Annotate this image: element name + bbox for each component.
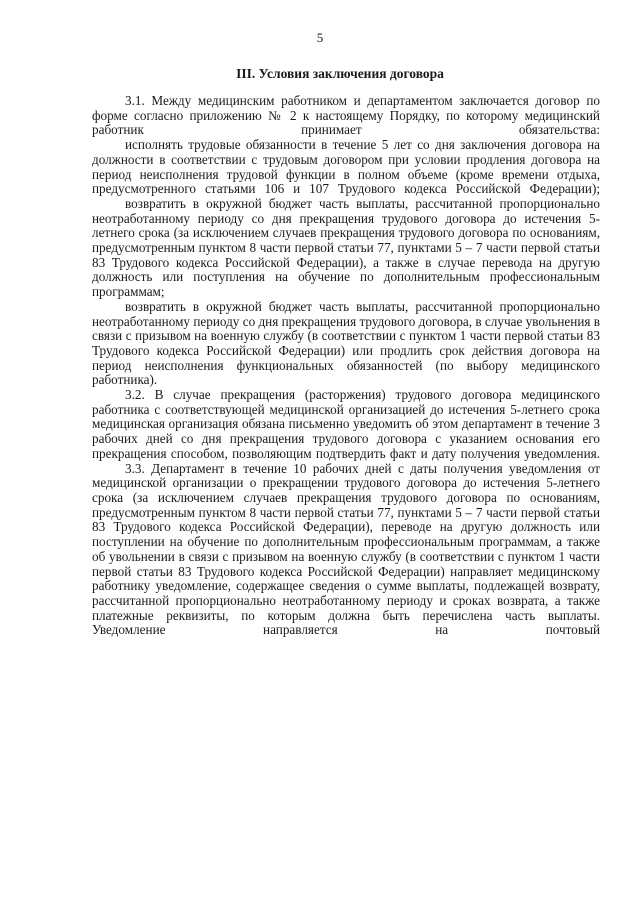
section-title: III. Условия заключения договора xyxy=(236,66,444,81)
paragraph-3-3: 3.3. Департамент в течение 10 рабочих дней с даты получения уведомления от медицинской организации о прекращении трудового договора до истечения 5-летнего срока (за исключением случаев прекращения трудового договора по основаниям, предусмотренным пунктом 8 части первой статьи 77, пунктами 5 – 7 части первой статьи 83 Трудового кодекса Российской Федерации), переводе на другую должность или поступлении на обучение по дополнительным профессиональным программам, а также об увольнении в связи с призывом на военную службу (в соответствии с пунктом 1 части первой статьи 83 Трудового кодекса Российской Федерации) направляет медицинскому работнику уведомление, содержащее сведения о сумме выплаты, подлежащей возврату, рассчитанной пропорционально неотработанному периоду и сроках возврата, а также платежные реквизиты, по которым должна быть перечислена часть выплаты. Уведомление направляется на почтовый xyxy=(92,460,600,638)
document-body xyxy=(92,94,600,638)
paragraph-3-1: 3.1. Между медицинским работником и департаментом заключается договор по форме согласно приложению № 2 к настоящему Порядку, по которому медицинский работник принимает обязательства: xyxy=(92,93,600,138)
page-number: 5 xyxy=(316,30,324,45)
paragraph-3-2: 3.2. В случае прекращения (расторжения) трудового договора медицинского работника с соответствующей медицинской организацией до истечения 5-летнего срока медицинская организация обязана письменно уведомить об этом департамент в течение 3 рабочих дней со дня прекращения трудового договора с указанием основания его прекращения способом, позволяющим подтвердить факт и дату получения уведомления. xyxy=(92,387,600,461)
obligation-work-5-years: исполнять трудовые обязанности в течение 5 лет со дня заключения договора на должности в соответствии с трудовым договором при условии продления договора на период неисполнения трудовой функции в полном объеме (кроме времени отдыха, предусмотренного статьями 106 и 107 Трудового кодекса Российской Федерации); xyxy=(92,137,600,197)
obligation-refund-termination: возвратить в окружной бюджет часть выплаты, рассчитанной пропорционально неотработанному периоду со дня прекращения трудового договора до истечения 5-летнего срока (за исключением случаев прекращения трудового договора по основаниям, предусмотренным пунктом 8 части первой статьи 77, пунктами 5 – 7 части первой статьи 83 Трудового кодекса Российской Федерации), а также в случае перевода на другую должность или поступления на обучение по дополнительным профессиональным программам; xyxy=(92,195,600,300)
obligation-refund-military: возвратить в окружной бюджет часть выплаты, рассчитанной пропорционально неотработанному периоду со дня прекращения трудового договора, в случае увольнения в связи с призывом на военную службу (в соответствии с пунктом 1 части первой статьи 83 Трудового кодекса Российской Федерации) или продлить срок действия договора на период неисполнения функциональных обязанностей (по выбору медицинского работника). xyxy=(92,298,600,388)
